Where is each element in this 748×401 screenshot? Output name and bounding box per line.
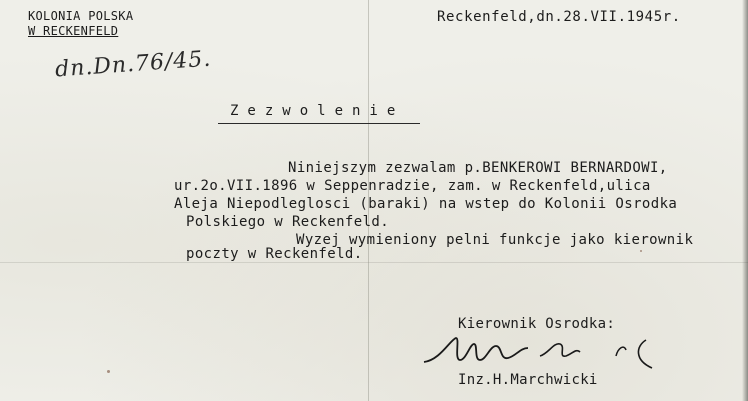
signatory-name: Inz.H.Marchwicki: [458, 372, 598, 388]
page-edge-shadow: [742, 0, 748, 401]
paper-speck: [640, 250, 642, 252]
paper-speck: [107, 370, 110, 373]
document-title: Zezwolenie: [230, 103, 405, 119]
place-date: Reckenfeld,dn.28.VII.1945r.: [437, 9, 681, 25]
body-line-4: Polskiego w Reckenfeld.: [186, 214, 390, 230]
fold-crease-horizontal: [0, 262, 748, 263]
handwritten-signature: [420, 330, 670, 375]
body-line-1: Niniejszym zezwalam p.BENKEROWI BERNARDOWI,: [288, 160, 668, 176]
body-line-2: ur.2o.VII.1896 w Seppenradzie, zam. w Reckenfeld,ulica: [174, 178, 651, 194]
signatory-role: Kierownik Osrodka:: [458, 316, 616, 332]
body-line-6: poczty w Reckenfeld.: [186, 246, 363, 262]
org-name-line2: W RECKENFELD: [28, 24, 119, 38]
body-line-5: Wyzej wymieniony pelni funkcje jako kierownik: [296, 232, 694, 248]
org-name-line1: KOLONIA POLSKA: [28, 9, 134, 23]
title-underline: [218, 123, 420, 124]
body-line-3: Aleja Niepodleglosci (baraki) na wstep do Kolonii Osrodka: [174, 196, 678, 212]
reference-number: dn.Dn.76/45.: [54, 46, 213, 83]
